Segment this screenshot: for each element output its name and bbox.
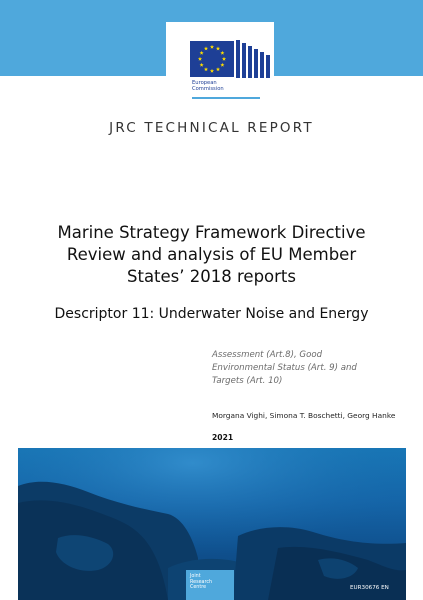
jrc-logo-text [190,574,212,591]
logo-line-european: European [192,80,217,86]
title-line: Marine Strategy Framework Directive [57,223,366,242]
eu-star-icon [216,46,220,50]
jrc-line-centre: Centre [190,585,207,591]
eu-star-icon [216,67,220,71]
eu-star-icon [220,51,224,55]
eu-star-icon [210,69,214,73]
title-line: States’ 2018 reports [127,267,296,286]
scope-line: Targets (Art. 10) [212,376,283,386]
logo-underline [192,97,260,99]
eu-flag-icon [190,41,234,77]
scope-statement [212,349,392,388]
logo-line-commission: Commission [192,86,224,92]
eur-report-number: EUR30676 EN [350,585,389,591]
european-commission-logo [166,22,274,100]
report-type: JRC TECHNICAL REPORT [109,120,314,136]
eu-star-icon [210,45,214,49]
jrc-line-joint: Joint [190,574,201,579]
document-title [30,222,393,288]
eu-star-icon [204,67,208,71]
scope-line: Environmental Status (Art. 9) and [212,363,357,373]
document-subtitle: Descriptor 11: Underwater Noise and Energy [54,306,369,322]
eu-star-icon [204,46,208,50]
jrc-logo [186,570,234,600]
eu-star-icon [222,57,226,61]
publication-year: 2021 [212,433,234,442]
eu-star-icon [200,63,204,67]
eu-star-icon [198,57,202,61]
logo-text [192,80,224,92]
eu-star-icon [200,51,204,55]
authors: Morgana Vighi, Simona T. Boschetti, Georg Hanke [212,411,396,420]
jrc-line-research: Research [190,579,213,585]
commission-building-icon [236,40,270,78]
eu-star-icon [220,63,224,67]
title-line: Review and analysis of EU Member [66,245,357,264]
scope-line: Assessment (Art.8), Good [212,350,323,360]
eu-stars [190,41,234,77]
